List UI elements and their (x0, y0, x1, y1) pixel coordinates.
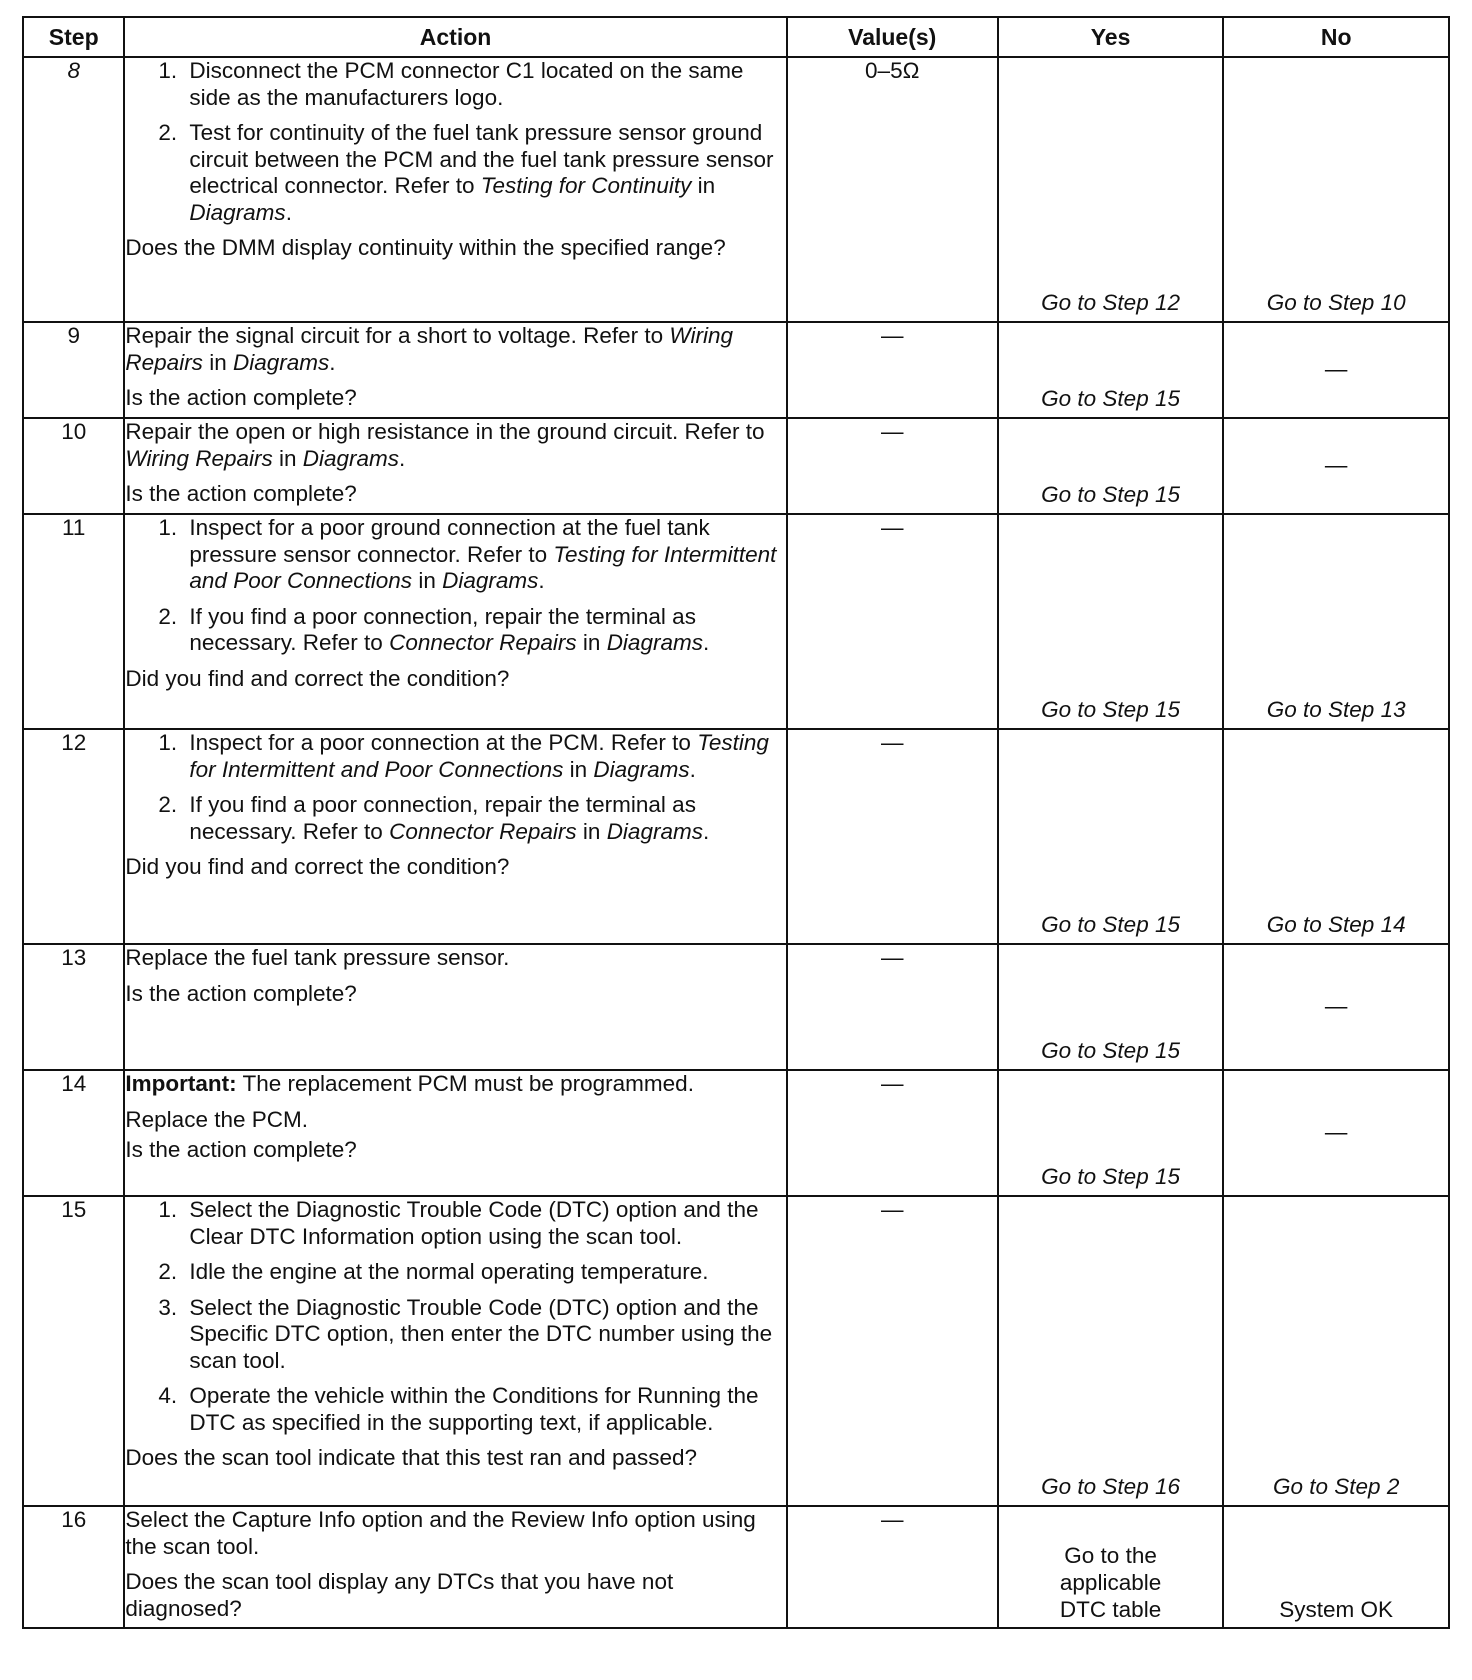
action-text: Inspect for a poor connection at the PCM. Refer to Testing for Intermittent and Poor Connections in Diagrams. (189, 730, 769, 782)
step-number: 9 (23, 322, 124, 418)
action-text: Select the Capture Info option and the Review Info option using the scan tool. (125, 1507, 756, 1559)
no-cell (1223, 944, 1449, 1070)
important-note (125, 1071, 785, 1098)
no-result: — (1324, 1119, 1348, 1145)
important-label: Important: (125, 1071, 237, 1096)
action-text: Inspect for a poor ground connection at the fuel tank pressure sensor connector. Refer to Testing for Intermittent and Poor Connections in Diagrams. (189, 515, 777, 594)
no-cell (1223, 1070, 1449, 1196)
action-question: Is the action complete? (125, 1137, 357, 1163)
no-result: — (1324, 356, 1348, 382)
table-row (23, 322, 1449, 418)
no-result: Go to Step 14 (1266, 912, 1406, 938)
action-question: Does the scan tool display any DTCs that you have not diagnosed? (125, 1569, 674, 1621)
action-list (125, 58, 785, 226)
step-number: 16 (23, 1506, 124, 1628)
no-result: — (1324, 993, 1348, 1019)
action-cell (124, 729, 786, 944)
action-text: Repair the open or high resistance in the ground circuit. Refer to Wiring Repairs in Diagrams. (125, 419, 765, 471)
yes-cell (998, 514, 1224, 729)
table-row (23, 944, 1449, 1070)
diagnostic-table (22, 16, 1450, 1629)
no-cell (1223, 1506, 1449, 1628)
no-result: Go to Step 13 (1266, 697, 1406, 723)
step-number: 13 (23, 944, 124, 1070)
value-cell: — (787, 1506, 998, 1628)
table-row (23, 57, 1449, 322)
yes-result (999, 1542, 1223, 1623)
yes-cell (998, 57, 1224, 322)
yes-result: Go to Step 12 (1041, 290, 1180, 316)
step-number: 10 (23, 418, 124, 514)
action-text: Test for continuity of the fuel tank pressure sensor ground circuit between the PCM and the fuel tank pressure sensor electrical connector. Refer to Testing for Continuity in Diagrams. (189, 120, 774, 225)
no-result: Go to Step 10 (1266, 290, 1406, 316)
action-cell (124, 1070, 786, 1196)
no-result: Go to Step 2 (1273, 1474, 1400, 1500)
action-item: 2. Idle the engine at the normal operating temperature. (183, 1259, 785, 1286)
yes-cell (998, 1070, 1224, 1196)
action-text: Replace the PCM. (125, 1106, 308, 1132)
action-question: Is the action complete? (125, 481, 357, 507)
important-text: The replacement PCM must be programmed. (242, 1071, 694, 1096)
action-item (183, 604, 785, 657)
step-number: 15 (23, 1196, 124, 1506)
yes-result-line: applicable (1059, 1570, 1162, 1595)
action-list (125, 1197, 785, 1436)
no-result: — (1324, 452, 1348, 478)
table-row (23, 1070, 1449, 1196)
action-item: 1. Disconnect the PCM connector C1 located on the same side as the manufacturers logo. (183, 58, 785, 111)
no-cell (1223, 514, 1449, 729)
action-item: 1. Select the Diagnostic Trouble Code (DTC) option and the Clear DTC Information option using the scan tool. (183, 1197, 785, 1250)
yes-result: Go to Step 15 (1041, 697, 1180, 723)
action-item: 4. Operate the vehicle within the Conditions for Running the DTC as specified in the supporting text, if applicable. (183, 1383, 785, 1436)
yes-cell (998, 944, 1224, 1070)
no-cell (1223, 322, 1449, 418)
step-number: 12 (23, 729, 124, 944)
action-item (183, 515, 785, 595)
action-list (125, 730, 785, 845)
action-cell (124, 944, 786, 1070)
yes-result: Go to Step 15 (1041, 912, 1180, 938)
step-number: 8 (23, 57, 124, 322)
action-item (183, 792, 785, 845)
yes-result: Go to Step 15 (1041, 386, 1180, 412)
header-no: No (1223, 17, 1449, 57)
action-item (183, 120, 785, 226)
action-question: Did you find and correct the condition? (125, 854, 510, 880)
value-cell: — (787, 1070, 998, 1196)
no-cell (1223, 1196, 1449, 1506)
action-text: Repair the signal circuit for a short to voltage. Refer to Wiring Repairs in Diagrams. (125, 323, 733, 375)
action-item (183, 730, 785, 783)
no-result: System OK (1279, 1597, 1394, 1622)
table-row (23, 1506, 1449, 1628)
yes-cell (998, 418, 1224, 514)
value-cell: — (787, 514, 998, 729)
yes-result: Go to Step 15 (1041, 1164, 1180, 1190)
step-number: 14 (23, 1070, 124, 1196)
table-row (23, 1196, 1449, 1506)
yes-result: Go to Step 15 (1041, 1038, 1180, 1064)
action-cell (124, 514, 786, 729)
no-cell (1223, 729, 1449, 944)
action-text: If you find a poor connection, repair the terminal as necessary. Refer to Connector Repairs in Diagrams. (189, 792, 710, 844)
table-row (23, 418, 1449, 514)
table-row (23, 729, 1449, 944)
header-row (23, 17, 1449, 57)
no-cell (1223, 57, 1449, 322)
yes-result-line: DTC table (1059, 1597, 1162, 1622)
value-cell: — (787, 944, 998, 1070)
yes-cell (998, 729, 1224, 944)
action-text: If you find a poor connection, repair the terminal as necessary. Refer to Connector Repairs in Diagrams. (189, 603, 710, 656)
action-question: Does the DMM display continuity within the specified range? (125, 235, 726, 261)
action-cell (124, 418, 786, 514)
header-yes: Yes (998, 17, 1224, 57)
action-item: 3. Select the Diagnostic Trouble Code (DTC) option and the Specific DTC option, then enter the DTC number using the scan tool. (183, 1295, 785, 1375)
value-cell: — (787, 322, 998, 418)
action-question: Does the scan tool indicate that this test ran and passed? (125, 1445, 698, 1471)
value-cell: — (787, 729, 998, 944)
value-cell: 0–5Ω (787, 57, 998, 322)
header-values: Value(s) (787, 17, 998, 57)
no-cell (1223, 418, 1449, 514)
value-cell: — (787, 418, 998, 514)
header-action: Action (124, 17, 786, 57)
header-step: Step (23, 17, 124, 57)
yes-cell (998, 1506, 1224, 1628)
action-cell (124, 57, 786, 322)
action-cell (124, 1506, 786, 1628)
action-cell (124, 322, 786, 418)
yes-result-line: Go to the (1064, 1543, 1157, 1568)
yes-result: Go to Step 16 (1041, 1474, 1180, 1500)
yes-result: Go to Step 15 (1041, 482, 1180, 508)
action-question: Is the action complete? (125, 980, 357, 1006)
action-text: Replace the fuel tank pressure sensor. (125, 945, 510, 970)
action-question: Did you find and correct the condition? (125, 665, 510, 691)
yes-cell (998, 322, 1224, 418)
yes-cell (998, 1196, 1224, 1506)
action-question: Is the action complete? (125, 385, 357, 411)
value-cell: — (787, 1196, 998, 1506)
action-cell (124, 1196, 786, 1506)
action-list (125, 515, 785, 657)
step-number: 11 (23, 514, 124, 729)
table-row (23, 514, 1449, 729)
